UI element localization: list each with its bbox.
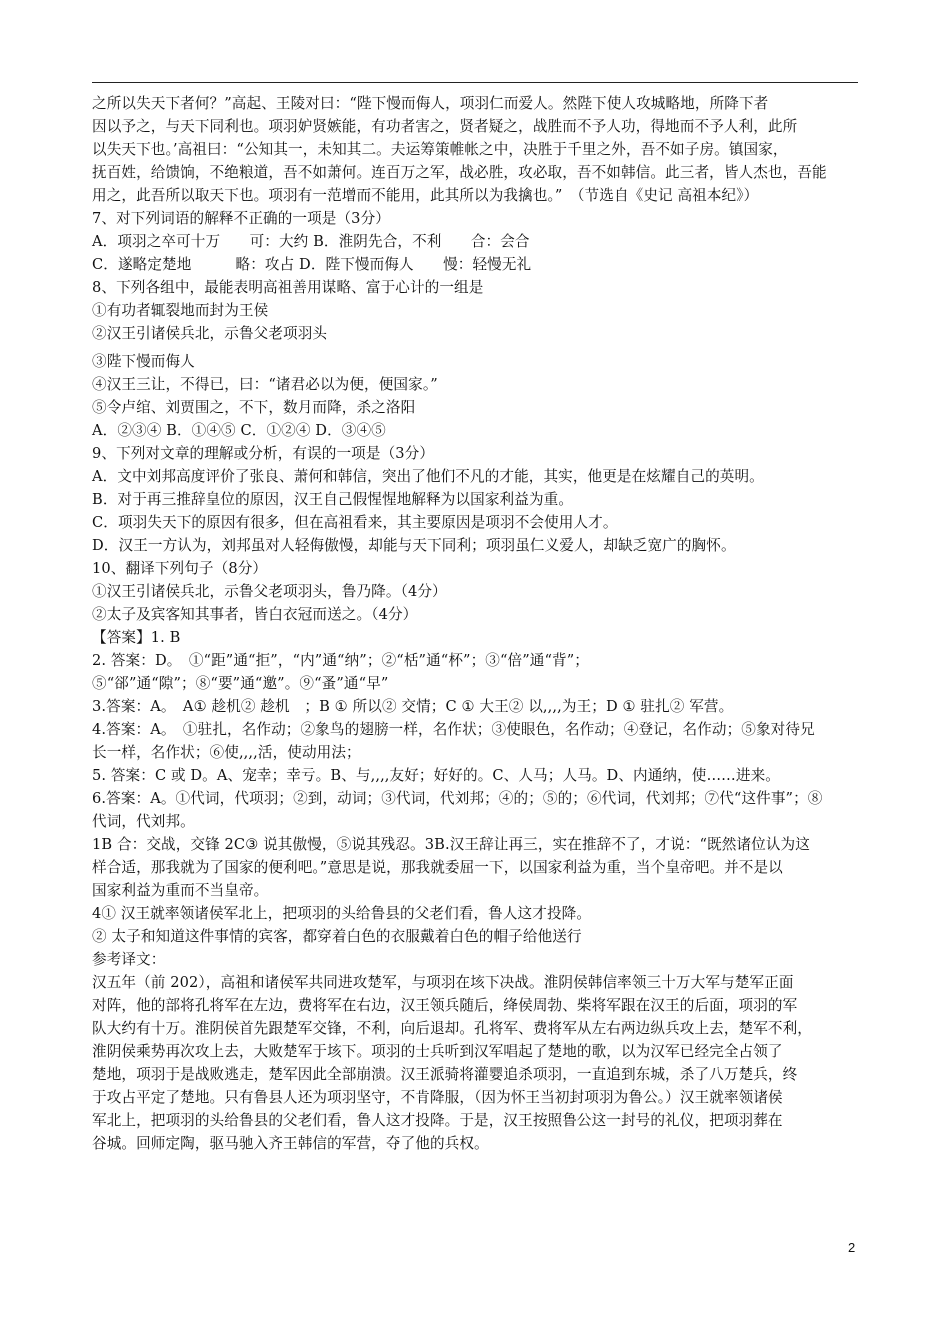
answer-line: 4.答案：A。 ①驻扎，名作动；②象鸟的翅膀一样，名作状；③使眼色，名作动；④登记，名作动；⑤象对待兄 — [92, 721, 815, 738]
option-line: A．②③④ B．①④⑤ C．①②④ D．③④⑤ — [92, 422, 386, 439]
translation-line: 淮阴侯乘势再次攻上去，大败楚军于垓下。项羽的士兵听到汉军唱起了楚地的歌，以为汉军已经完全占领了 — [92, 1043, 783, 1060]
option-line: A．项羽之卒可十万 可：大约 B．淮阴先合，不利 合：会合 — [92, 233, 530, 250]
translation-line: 军北上，把项羽的头给鲁县的父老们看，鲁人这才投降。于是，汉王按照鲁公这一封号的礼仪，把项羽葬在 — [92, 1112, 783, 1129]
list-item: ①有功者辄裂地而封为王侯 — [92, 302, 269, 319]
document-body — [92, 92, 862, 1178]
option-line: C．遂略定楚地 略：攻占 D．陛下慢而侮人 慢：轻慢无礼 — [92, 256, 532, 273]
list-item: ⑤令卢绾、刘贾围之，不下，数月而降，杀之洛阳 — [92, 399, 416, 416]
answer-line: 2. 答案：D。 ①“距”通“拒”，“内”通“纳”；②“栝”通“杯”；③“倍”通“背”； — [92, 652, 589, 669]
answer-line: 5. 答案：C 或 D。A、宠幸；幸亏。B、与,,,,友好；好好的。C、人马；人马。D、内通纳，使……进来。 — [92, 767, 780, 784]
translation-line: 对阵，他的部将孔将军在左边，费将军在右边，汉王领兵随后，绛侯周勃、柴将军跟在汉王的后面，项羽的军 — [92, 997, 798, 1014]
answer-line: 样合适，那我就为了国家的便利吧。”意思是说，那我就委屈一下，以国家利益为重，当个皇帝吧。并不是以 — [92, 859, 783, 876]
question-7: 7、对下列词语的解释不正确的一项是（3分） — [92, 210, 390, 227]
page-number: 2 — [848, 1240, 856, 1255]
list-item: ②太子及宾客知其事者，皆白衣冠而送之。（4分） — [92, 606, 418, 623]
option-line: B．对于再三推辞皇位的原因，汉王自己假惺惺地解释为以国家利益为重。 — [92, 491, 574, 508]
translation-line: 于攻占平定了楚地。只有鲁县人还为项羽坚守，不肯降服，（因为怀王当初封项羽为鲁公。）汉王就率领诸侯 — [92, 1089, 783, 1106]
text-line: 以失天下也。’高祖曰：“公知其一，未知其二。夫运筹策帷帐之中，决胜于千里之外，吾不如子房。镇国家， — [92, 141, 788, 158]
header-rule — [92, 82, 858, 83]
answer-line: ② 太子和知道这件事情的宾客，都穿着白色的衣服戴着白色的帽子给他送行 — [92, 928, 582, 945]
answer-heading: 【答案】1. B — [92, 629, 181, 646]
option-line: A．文中刘邦高度评价了张良、萧何和韩信，突出了他们不凡的才能，其实，他更是在炫耀自己的英明。 — [92, 468, 764, 485]
translation-line: 楚地，项羽于是战败逃走，楚军因此全部崩溃。汉王派骑将灌婴追杀项羽，一直追到东城，杀了八万楚兵，终 — [92, 1066, 798, 1083]
list-item: ①汉王引诸侯兵北，示鲁父老项羽头，鲁乃降。（4分） — [92, 583, 447, 600]
answer-line: 1B 合：交战，交锋 2C③ 说其傲慢，⑤说其残忍。3B.汉王辞让再三，实在推辞不了，才说：“既然诸位认为这 — [92, 836, 810, 853]
question-10: 10、翻译下列句子（8分） — [92, 560, 268, 577]
question-8: 8、下列各组中，最能表明高祖善用谋略、富于心计的一组是 — [92, 279, 484, 296]
option-line: D．汉王一方认为，刘邦虽对人轻侮傲慢，却能与天下同利；项羽虽仁义爱人，却缺乏宽广的胸怀。 — [92, 537, 736, 554]
answer-line: 长一样，名作状；⑥使,,,,活，使动用法； — [92, 744, 361, 761]
list-item: ④汉王三让，不得已，曰：“诸君必以为便，便国家。” — [92, 376, 438, 393]
text-line: 用之，此吾所以取天下也。项羽有一范增而不能用，此其所以为我擒也。” （节选自《史记 高祖本纪》） — [92, 187, 759, 204]
translation-line — [92, 1155, 862, 1178]
text-line: 之所以失天下者何？”高起、王陵对曰：“陛下慢而侮人，项羽仁而爱人。然陛下使人攻城略地，所降下者 — [92, 95, 769, 112]
translation-line: 谷城。回师定陶，驱马驰入齐王韩信的军营，夺了他的兵权。 — [92, 1135, 489, 1152]
translation-line: 队大约有十万。淮阴侯首先跟楚军交锋，不利，向后退却。孔将军、费将军从左右两边纵兵攻上去，楚军不利， — [92, 1020, 812, 1037]
list-item: ③陛下慢而侮人 — [92, 353, 195, 370]
answer-line: 参考译文： — [92, 951, 166, 968]
question-9: 9、下列对文章的理解或分析，有误的一项是（3分） — [92, 445, 435, 462]
text-line: 抚百姓，给馈饷，不绝粮道，吾不如萧何。连百万之军，战必胜，攻必取，吾不如韩信。此三者，皆人杰也，吾能 — [92, 164, 827, 181]
list-item: ②汉王引诸侯兵北，示鲁父老项羽头 — [92, 325, 328, 342]
answer-line: 3.答案：A。 A① 趁机② 趁机 ；B ① 所以② 交情；C ① 大王② 以,,,,为王；D ① 驻扎② 军营。 — [92, 698, 734, 715]
text-line: 因以予之，与天下同利也。项羽妒贤嫉能，有功者害之，贤者疑之，战胜而不予人功，得地而不予人利，此所 — [92, 118, 798, 135]
translation-heading: 汉五年（前 202），高祖和诸侯军共同进攻楚军，与项羽在垓下决战。淮阴侯韩信率领三十万大军与楚军正面 — [92, 974, 794, 991]
answer-line: 国家利益为重而不当皇帝。 — [92, 882, 269, 899]
answer-line: ⑤“郤”通“隙”；⑧“要”通“邀”。⑨“蚤”通“早” — [92, 675, 389, 692]
answer-line: 6.答案：A。①代词，代项羽；②到，动词；③代词，代刘邦；④的；⑤的；⑥代词，代刘邦；⑦代“这件事”；⑧ — [92, 790, 823, 807]
answer-line: 代词，代刘邦。 — [92, 813, 195, 830]
answer-line: 4① 汉王就率领诸侯军北上，把项羽的头给鲁县的父老们看，鲁人这才投降。 — [92, 905, 592, 922]
option-line: C．项羽失天下的原因有很多，但在高祖看来，其主要原因是项羽不会使用人才。 — [92, 514, 618, 531]
